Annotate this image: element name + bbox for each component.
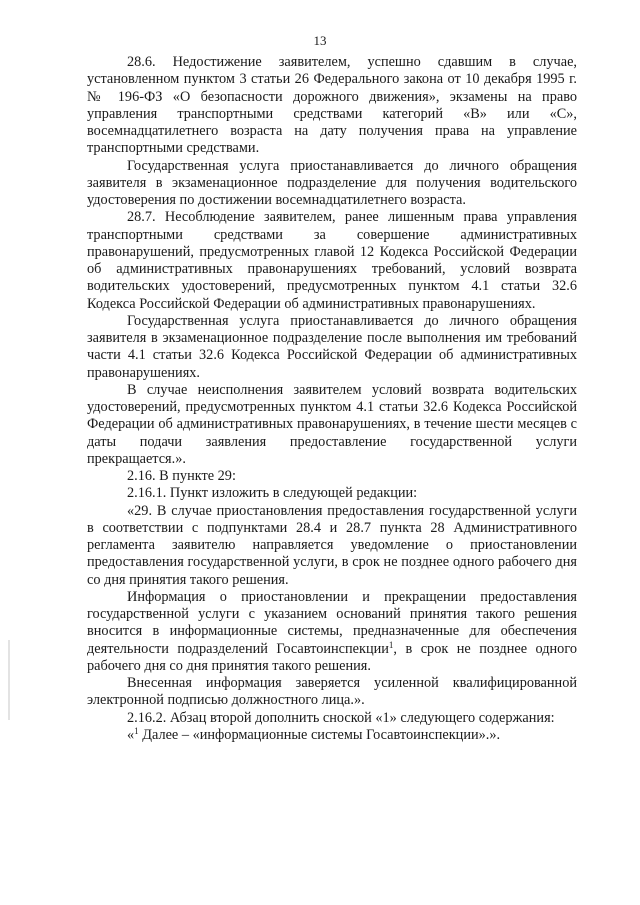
paragraph-2-16-1: 2.16.1. Пункт изложить в следующей редакции: [127,485,418,502]
paragraph-suspension-requirements: Государственная услуга приостанавливается до личного обращения заявителя в экзаменационное подразделение после выполнения им требований части 4.1 статьи 32.6 Кодекса Российской Федерации об административных правонарушениях. [87,312,577,381]
paragraph-signature: Внесенная информация заверяется усиленной квалифицированной электронной подписью должностного лица.». [87,675,577,709]
paragraph-2-16: 2.16. В пункте 29: [127,468,236,484]
paragraph-information [87,589,577,675]
paragraph-28-6: 28.6. Недостижение заявителем, успешно сдавшим в случае, установленном пунктом 3 статьи 26 Федерального закона от 10 декабря 1995 г. № 196-ФЗ «О безопасности дорожного движения», экзамены на право управления транспортными средствами категорий «В» или «С», восемнадцатилетнего возраста на дату получения права на управление транспортными средствами. [87,54,577,157]
paragraph-termination: В случае неисполнения заявителем условий возврата водительских удостоверений, предусмотренных пунктом 4.1 статьи 32.6 Кодекса Российской Федерации об административных правонарушениях, в течение шести месяцев с даты подачи заявления предоставление государственной услуги прекращается.». [87,381,577,467]
footnote-text: Далее – «информационные системы Госавтоинспекции».». [138,726,501,743]
paragraph-footnote [87,727,577,744]
paragraph-information-text: Информация о приостановлении и прекращении предоставления государственной услуги с указанием оснований принятия такого решения вносится в информационные системы, предназначенные для обеспечения деятельности подразделений Госавтоинспекции [87,588,577,657]
paragraph-29: «29. В случае приостановления предоставления государственной услуги в соответствии с подпунктами 28.4 и 28.7 пункта 28 Административного регламента заявителю направляется уведомление о приостановлении предоставления государственной услуги, в срок не позднее одного рабочего дня со дня принятия такого решения. [87,502,577,588]
footnote-open-quote: « [127,726,135,743]
page-number: 13 [313,33,327,48]
footnote-marker: 1 [134,725,139,736]
document-body [87,54,577,744]
paragraph-suspension-age: Государственная услуга приостанавливается до личного обращения заявителя в экзаменационное подразделение для получения водительского удостоверения по достижении восемнадцатилетнего возраста. [87,157,577,208]
scan-artifact [8,640,10,720]
paragraph-2-16-2: 2.16.2. Абзац второй дополнить сноской «1» следующего содержания: [127,709,555,726]
paragraph-28-7: 28.7. Несоблюдение заявителем, ранее лишенным права управления транспортными средствами за совершение административных правонарушений, предусмотренных главой 12 Кодекса Российской Федерации об административных правонарушениях требований, условий возврата водительских удостоверений, предусмотренных пунктом 4.1 статьи 32.6 Кодекса Российской Федерации об административных правонарушениях. [87,209,577,312]
paragraph-information-text-end: , в срок не позднее одного рабочего дня со дня принятия такого решения. [87,640,577,674]
footnote-ref-1: 1 [388,639,394,650]
